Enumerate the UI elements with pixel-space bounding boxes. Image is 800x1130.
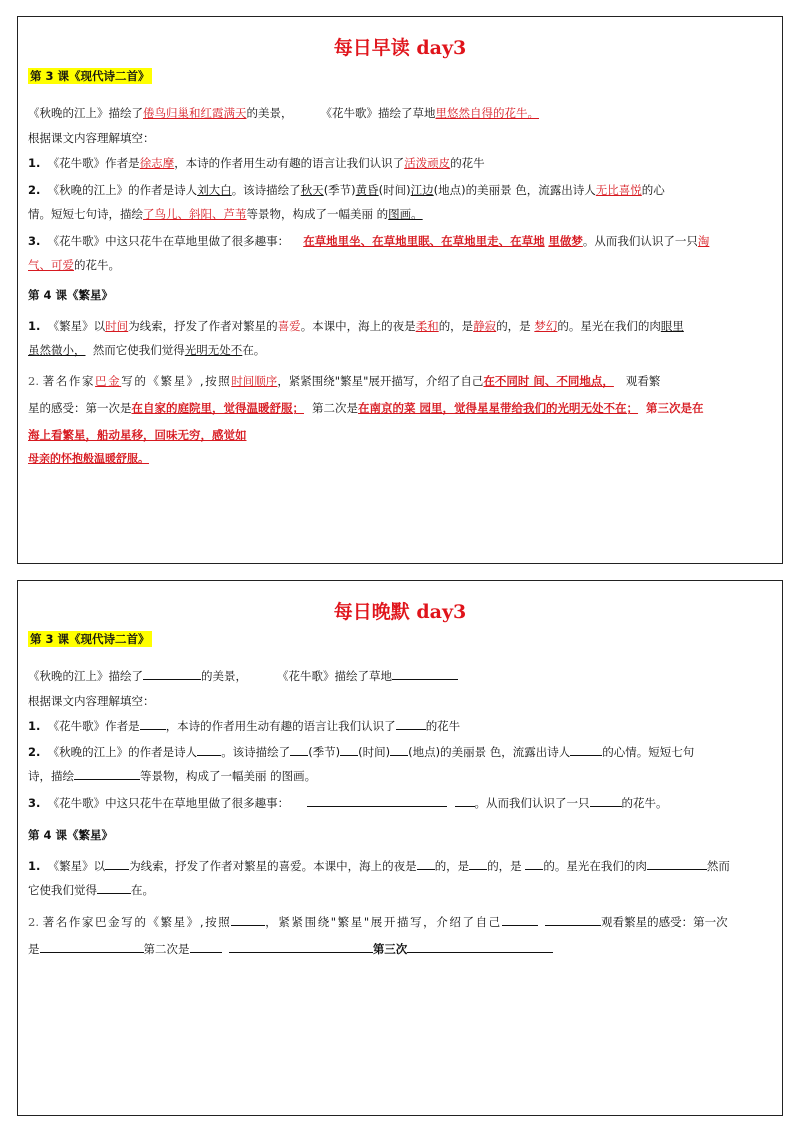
blank[interactable] [197,745,221,756]
answer: 第三次是在 [646,401,704,415]
answer: 徐志摩 [139,156,175,170]
answer: 刘大白 [197,183,232,197]
answer: 虽然微小， [28,343,86,357]
text: (地点)的美丽景 色，流露出诗人 [408,745,571,759]
blank[interactable] [40,942,144,953]
text: 《繁星》以 [47,859,106,873]
morning-q2-line2 [28,206,772,222]
text: 《秋晚的江上》的作者是诗人 [47,183,198,197]
answer: 静寂 [473,319,497,333]
text: ，紧紧围绕"繁星"展开描写，介绍了自己 [277,374,484,388]
evening-lesson3-header [28,631,152,647]
text: 。本课中，海上的夜是 [300,319,416,333]
answer: 在不同时 间、不同地点， [483,374,614,388]
text: 的心情。短短七句 [602,745,695,759]
q-num: 1. [28,859,41,873]
blank[interactable] [231,915,265,926]
answer: 图画。 [388,207,423,221]
blank[interactable] [390,745,408,756]
text: (季节) [308,745,341,759]
answer: 母亲的怀抱般温暖舒服。 [28,452,149,465]
text: 的，是 [487,859,522,873]
q-num: 1. [28,719,41,733]
answer: 秋天 [300,183,324,197]
morning-q3-line1 [28,233,772,249]
evening-q4-line1 [28,858,772,874]
morning-lesson3-header [28,68,152,84]
text: 等景物，构成了一幅美丽 的 [140,769,282,783]
text: 《花牛歌》描绘了草地 [320,106,436,120]
text: 的花牛 [450,156,485,170]
text: 等景物，构成了一幅美丽 的 [246,207,389,221]
text: 。该诗描绘了 [231,183,301,197]
text: 《花牛歌》作者是 [47,719,140,733]
text: 的，是 [496,319,531,333]
blank[interactable] [97,883,131,894]
text: 著名作家巴金写的《繁星》,按照 [42,915,232,929]
blank[interactable] [396,719,426,730]
text: 第二次是 [143,942,190,956]
text: 的美景， [246,106,293,120]
text: 的花牛。 [74,258,120,272]
answer: 光明无处不 [184,343,243,357]
text: 第三次 [372,942,408,956]
text: 。该诗描绘了 [221,745,291,759]
text: 的花牛 [425,719,461,733]
blank[interactable] [647,859,707,870]
answer: 在南京的菜 园里，觉得星星带给我们的光明无处不在； [358,401,639,415]
text: 《花牛歌》中这只花牛在草地里做了很多趣事： [47,796,290,810]
evening-q5-line2 [28,941,772,957]
answer: 时间 [105,319,129,333]
text: 是 [28,942,40,956]
text: (时间) [378,183,411,197]
evening-q2-line2 [28,768,772,784]
evening-instruction: 根据课文内容理解填空： [28,694,155,708]
blank[interactable] [525,859,543,870]
evening-q5-line1 [28,914,772,930]
q-num: 2. [28,745,41,759]
text: 它使我们觉得 [28,883,97,897]
text: 诗，描绘 [28,769,74,783]
text: (时间) [358,745,391,759]
blank[interactable] [455,796,475,807]
blank[interactable] [140,719,166,730]
evening-q3 [28,795,772,811]
text: 的，是 [438,319,474,333]
text: 的，是 [434,859,470,873]
text: 的。星光在我们的肉 [557,319,661,333]
q-num: 2. [28,374,39,388]
answer: 柔和 [415,319,439,333]
morning-line1 [28,105,772,121]
morning-instruction: 根据课文内容理解填空： [28,131,155,145]
morning-q5-line3 [28,427,772,443]
text: 的。星光在我们的肉 [543,859,647,873]
blank[interactable] [417,859,435,870]
blank[interactable] [545,915,601,926]
morning-q2-line1 [28,182,772,198]
text: 观看繁 [625,374,661,388]
evening-q1 [28,718,772,734]
q-num: 3. [28,234,41,248]
evening-lesson4-header: 第 4 课《繁星》 [28,828,114,842]
blank[interactable] [105,859,129,870]
text: (季节) [323,183,356,197]
answer: 巴金 [95,374,122,388]
blank[interactable] [229,942,373,953]
evening-dictation-card [17,580,783,1116]
answer: 眼里 [660,319,684,333]
lesson3-highlight: 第 3 课《现代诗二首》 [30,69,150,83]
blank[interactable] [143,669,201,680]
morning-lesson4-header: 第 4 课《繁星》 [28,288,114,302]
morning-q3-line2 [28,257,772,273]
answer: 倦鸟归巢和红霞满天 [143,106,247,120]
blank[interactable] [502,915,538,926]
answer: 在自家的庭院里，觉得温暖舒服； [131,401,304,415]
text: 《花牛歌》作者是 [47,156,140,170]
evening-q4-line2 [28,882,772,898]
evening-title: 每日晚默 day3 [333,601,467,623]
text: 《花牛歌》描绘了草地 [277,669,392,683]
answer: 在草地里坐、在草地里眠、在草地里走、在草地 [303,234,545,248]
morning-q1 [28,155,772,171]
blank[interactable] [74,769,140,780]
text: 《秋晚的江上》的作者是诗人 [47,745,198,759]
blank[interactable] [570,745,602,756]
text: ，本诗的作者用生动有趣的语言让我们认识了 [174,156,405,170]
answer: 了鸟儿、斜阳、芦苇 [143,207,247,221]
answer: 黄昏 [355,183,379,197]
blank[interactable] [469,859,487,870]
answer: 里悠然自得的花牛。 [435,106,539,120]
text: 《秋晚的江上》描绘了 [28,669,143,683]
morning-reading-card [17,16,783,564]
answer: 海上看繁星，船动星移，回味无穷，感觉如 [28,428,247,442]
answer: 喜爱 [277,319,301,333]
blank[interactable] [590,796,622,807]
text: 情。短短七句诗，描绘 [28,207,143,221]
text: 的花牛。 [621,796,668,810]
morning-q5-line1 [28,373,772,389]
text: 《繁星》以 [47,319,106,333]
answer: 无比喜悦 [595,183,642,197]
text: 为线索，抒发了作者对繁星的 [128,319,278,333]
blank[interactable] [290,745,308,756]
text: 写的《繁星》,按照 [121,374,232,388]
text: 在。 [242,343,266,357]
answer: 淘 [697,234,710,248]
answer: 时间顺序 [231,374,278,388]
text: 的美景， [201,669,247,683]
lesson3-highlight: 第 3 课《现代诗二首》 [30,632,150,646]
morning-q4-line1 [28,318,772,334]
text: 《花牛歌》中这只花牛在草地里做了很多趣事： [47,234,290,248]
q-num: 3. [28,796,41,810]
blank[interactable] [407,942,553,953]
text: 观看繁星的感受：第一次 [601,915,728,929]
q-num: 2. [28,915,39,929]
text: 的心 [641,183,665,197]
q-num: 2. [28,183,41,197]
morning-q4-line2 [28,342,772,358]
text: 然而 [706,859,730,873]
answer: 梦幻 [534,319,558,333]
text: 星的感受：第一次是 [28,401,132,415]
q-num: 1. [28,319,41,333]
answer: 气、可爱 [28,258,74,272]
text: 为线索，抒发了作者对繁星的喜爱。本课中，海上的夜是 [129,859,417,873]
answer: 活泼顽皮 [404,156,451,170]
text: 然而它使我们觉得 [92,343,185,357]
answer: 里做梦 [548,234,583,248]
text: 。从而我们认识了一只 [582,234,698,248]
evening-line1 [28,668,772,684]
morning-title: 每日早读 day3 [333,37,467,59]
text: 在。 [131,883,154,897]
answer: 江边 [410,183,434,197]
text: 《秋晚的江上》描绘了 [28,106,143,120]
q-num: 1. [28,156,41,170]
text: 图画。 [281,769,317,783]
morning-q5-line4 [28,450,772,466]
morning-q5-line2 [28,400,772,416]
text: ，本诗的作者用生动有趣的语言让我们认识了 [165,719,396,733]
blank[interactable] [190,942,222,953]
text: ，紧紧围绕"繁星"展开描写，介绍了自己 [265,915,502,929]
blank[interactable] [340,745,358,756]
text: 。从而我们认识了一只 [474,796,590,810]
blank[interactable] [307,796,447,807]
text: 著名作家 [42,374,96,388]
evening-q2-line1 [28,744,772,760]
blank[interactable] [392,669,458,680]
text: 第二次是 [312,401,358,415]
text: (地点)的美丽景 色，流露出诗人 [433,183,596,197]
